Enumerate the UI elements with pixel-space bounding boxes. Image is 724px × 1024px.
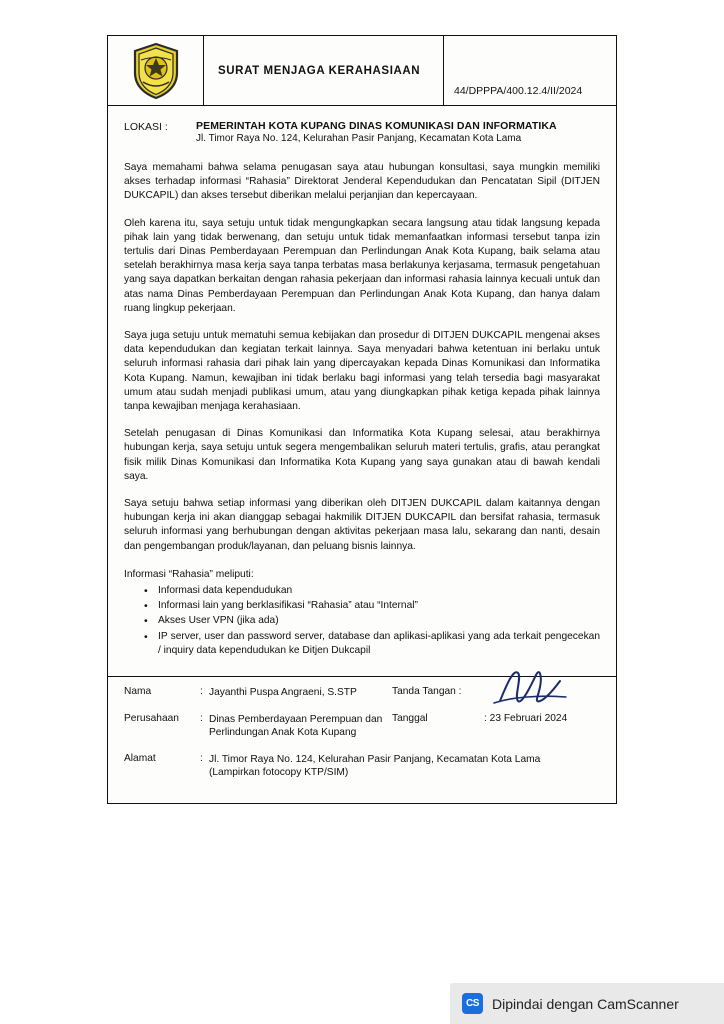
header-logo-cell (108, 36, 204, 105)
paragraph-5: Saya setuju bahwa setiap informasi yang diberikan oleh DITJEN DUKCAPIL dalam kaitannya dengan hubungan kerja ini akan dianggap sebagai hakmilik DITJEN DUKCAPIL dan bersifat rahasia, termasuk seluruh informasi yang berhubungan dengan aktivitas pekerjaan masa lalu, sekarang dan nanti, desain dan pengembangan produk/layanan, dan peluang bisnis lainnya. (124, 498, 600, 552)
list-item: • Informasi lain yang berklasifikasi “Rahasia” atau “Internal” (158, 599, 600, 613)
handwritten-signature (488, 663, 574, 709)
lokasi-address: Jl. Timor Raya No. 124, Kelurahan Pasir Panjang, Kecamatan Kota Lama (196, 133, 522, 144)
paragraph-1: Saya memahami bahwa selama penugasan saya atau hubungan konsultasi, saya mungkin memiliki akses terhadap informasi “Rahasia” Direktorat Jenderal Kependudukan dan Pencatatan Sipil (DITJEN DUKCAPIL) dan akses tersebut diberikan melalui perjanjian dan kepercayaan. (124, 162, 600, 202)
alamat-value-line1: Jl. Timor Raya No. 124, Kelurahan Pasir Panjang, Kecamatan Kota Lama (209, 753, 541, 765)
document-body (107, 105, 617, 804)
nama-colon: : (200, 686, 203, 698)
lokasi-row (124, 120, 600, 144)
document-header (107, 35, 617, 105)
paragraph-3: Saya juga setuju untuk mematuhi semua kebijakan dan prosedur di DITJEN DUKCAPIL mengenai akses data kependudukan dan kegiatan terkait lainnya. Saya menyadari bahwa ketentuan ini berlaku untuk seluruh informasi rahasia dari pihak lain yang dipercayakan kepada Dinas Komunikasi dan Informatika Kota Kupang. Namun, kewajiban ini tidak berlaku bagi informasi yang telah tersedia bagi masyarakat umum atau sudah menjadi publikasi umum, atau yang diungkapkan pihak ketiga kepada pihak lainnya tanpa kewajiban menjaga kerahasiaan. (124, 330, 600, 413)
document-sheet (107, 35, 617, 804)
nama-label: Nama (124, 686, 152, 698)
lokasi-institution: PEMERINTAH KOTA KUPANG DINAS KOMUNIKASI DAN INFORMATIKA (196, 120, 557, 132)
signature-row-perusahaan (124, 713, 600, 740)
document-number: 44/DPPPA/400.12.4/II/2024 (454, 85, 583, 97)
camscanner-watermark (450, 983, 724, 1024)
tanda-tangan-label: Tanda Tangan : (392, 686, 462, 698)
lokasi-value (196, 120, 600, 144)
paragraph-2: Oleh karena itu, saya setuju untuk tidak mengungkapkan secara langsung atau tidak langsung kepada pihak lain yang tidak berwenang, dan setuju untuk tidak memanfaatkan informasi tersebut tanpa izin tertulis dari Dinas Pemberdayaan Perempuan dan Perlindungan Anak Kota Kupang, baik selama atau setelah berakhirnya masa kerja saya tanpa terbatas masa berlakunya kerjasama, termasuk pengetahuan yang saya dapatkan berkaitan dengan rahasia pekerjaan dan informasi rahasia lainnya kecuali untuk dan atas nama Dinas Pemberdayaan Perempuan dan Perlindungan Anak Kota Kupang, dan hanya dalam ruang lingkup pekerjaan. (124, 217, 600, 314)
alamat-field (124, 753, 600, 780)
tanggal-field (392, 713, 600, 740)
camscanner-logo-icon: CS (462, 993, 483, 1014)
camscanner-text: Dipindai dengan CamScanner (492, 995, 679, 1012)
document-title: SURAT MENJAGA KERAHASIAAN (218, 64, 421, 77)
perusahaan-value-line1: Dinas Pemberdayaan Perempuan dan (209, 713, 383, 725)
alamat-value (209, 753, 600, 780)
header-title-cell (204, 36, 444, 105)
confidential-list-intro: Informasi “Rahasia” meliputi: (124, 568, 254, 580)
list-item: • Informasi data kependudukan (158, 584, 600, 598)
alamat-label: Alamat (124, 752, 156, 764)
signature-section (124, 677, 600, 780)
garuda-crest-icon (131, 42, 181, 100)
paragraph-4: Setelah penugasan di Dinas Komunikasi dan Informatika Kota Kupang selesai, atau berakhirnya hubungan kerja, saya setuju untuk segera mengembalikan seluruh materi tertulis, grafis, atau perangkat fisik milik Dinas Komunikasi dan Informatika Kota Kupang yang saya gunakan atau di bawah kendali saya. (124, 428, 600, 482)
perusahaan-field (124, 713, 392, 740)
signature-row-alamat (124, 753, 600, 780)
perusahaan-label: Perusahaan (124, 712, 179, 724)
nama-value: Jayanthi Puspa Angraeni, S.STP (209, 687, 357, 699)
perusahaan-value (209, 713, 392, 740)
alamat-colon: : (200, 752, 203, 764)
tanggal-value: : 23 Februari 2024 (484, 712, 568, 724)
list-item: • IP server, user dan password server, database dan aplikasi-aplikasi yang ada terkait pengecekan / inquiry data kependudukan ke Ditjen Dukcapil (158, 630, 600, 658)
tanggal-label: Tanggal (392, 712, 428, 724)
perusahaan-colon: : (200, 712, 203, 724)
perusahaan-value-line2: Perlindungan Anak Kota Kupang (209, 727, 357, 739)
header-number-cell (444, 36, 616, 105)
lokasi-label: LOKASI : (124, 121, 168, 133)
list-item: • Akses User VPN (jika ada) (158, 614, 600, 628)
confidential-list (124, 584, 600, 658)
nama-field (124, 686, 392, 700)
alamat-value-line2: (Lampirkan fotocopy KTP/SIM) (209, 767, 349, 779)
